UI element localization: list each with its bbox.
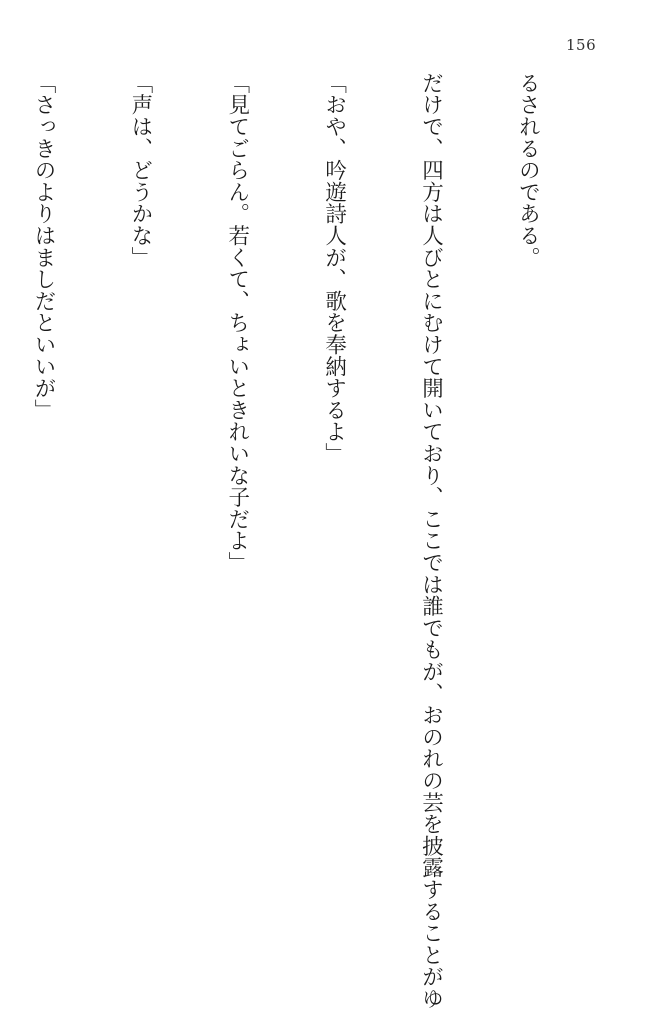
text-line: だけで、四方は人びとにむけて開いており、ここでは誰でもが、おのれの芸を披露することがゆ xyxy=(418,72,444,1010)
text-line: るされるのである。 xyxy=(515,72,541,269)
text-line: 「さっきのよりはましだといいが」 xyxy=(30,72,56,421)
page-number: 156 xyxy=(566,36,597,54)
text-line: 「見てごらん。若くて、ちょいときれいな子だよ」 xyxy=(224,72,250,574)
text-line: 「おや、吟遊詩人が、歌を奉納するよ」 xyxy=(321,72,347,465)
text-line: 「声は、どうかな」 xyxy=(127,72,153,269)
body-text xyxy=(0,72,608,1010)
